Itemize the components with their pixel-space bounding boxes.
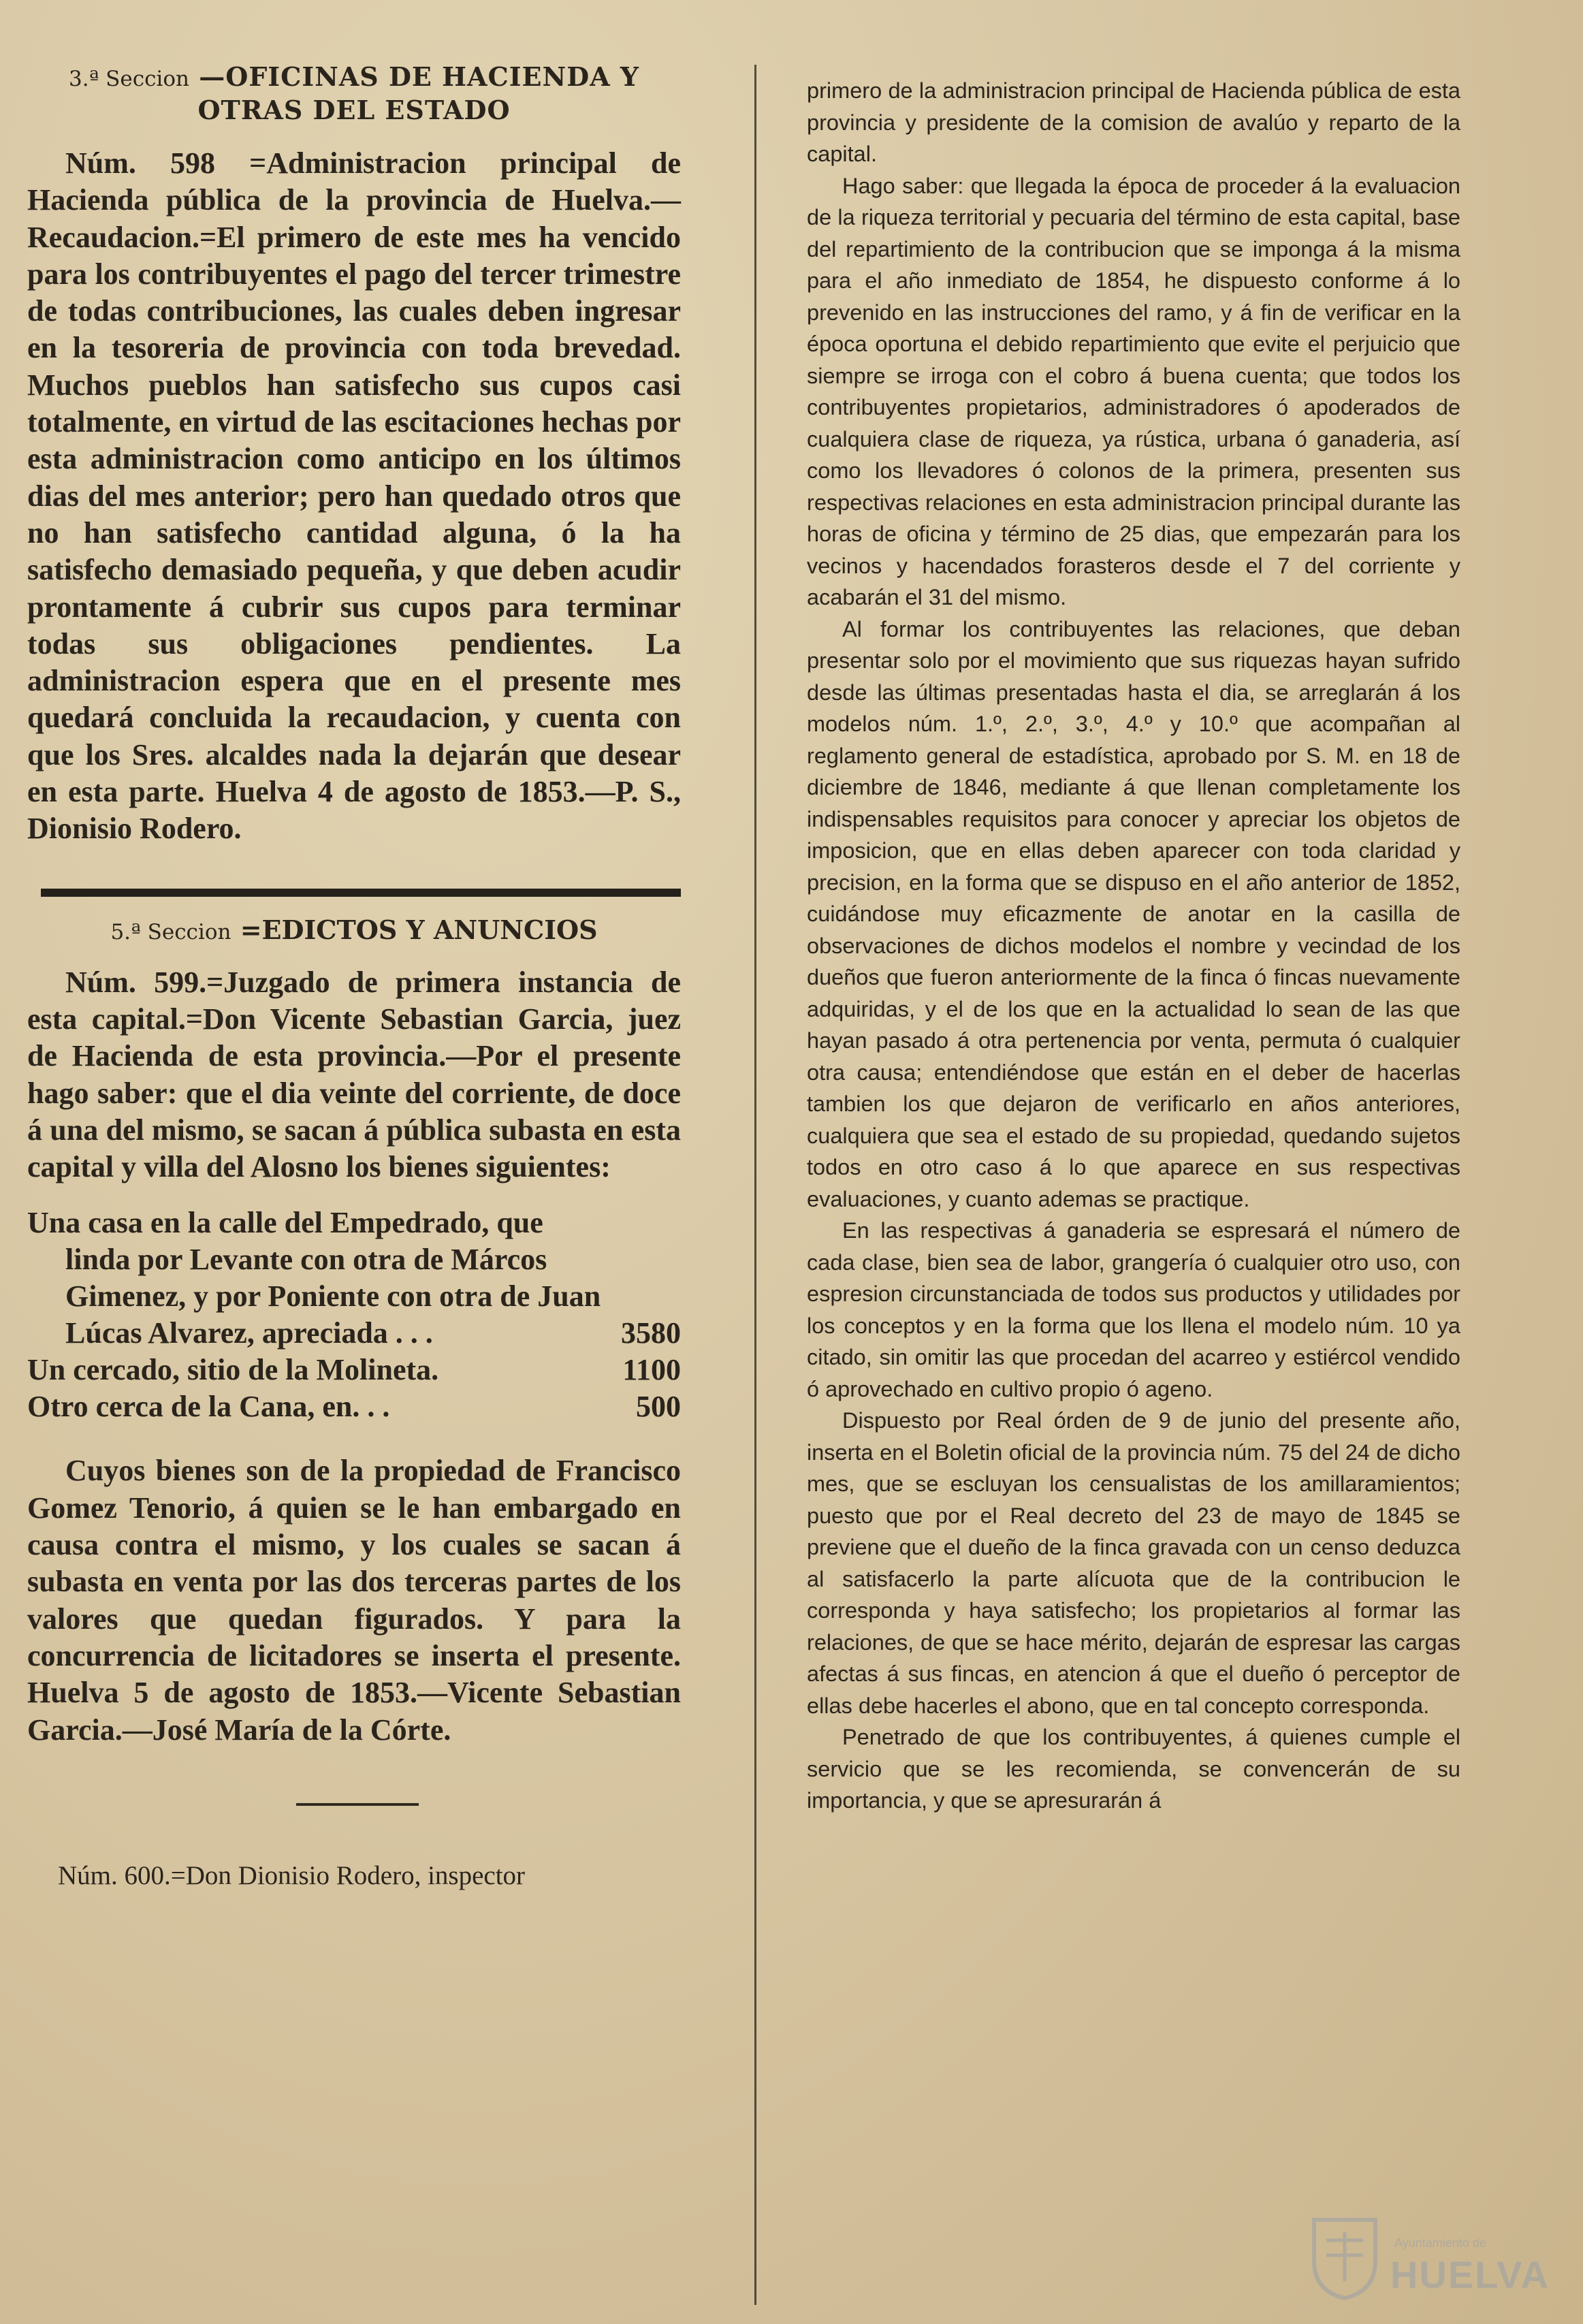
watermark-city-name: HUELVA [1390,2253,1550,2296]
short-divider-rule [296,1803,419,1806]
paragraph: Dispuesto por Real órden de 9 de junio del presente año, inserta en el Boletin oficial de la provincia núm. 75 del 24 de dicho mes, que se escluyan los censualistas de los amillaramientos; puesto que por el Real decreto del 23 de mayo de 1845 se previene que el dueño de la finca gravada con un censo deduzca al satisfacerlo la parte alícuota que de la contribucion le corresponda y haya satisfecho; los propietarios al formar las relaciones, de que se hace mérito, dejarán de espresar las cargas afectas á sus fincas, en atencion á que el dueño ó perceptor de ellas debe hacerles el abono, que en tal concepto corresponda. [807,1408,1460,1718]
right-column [807,75,1460,1817]
column-divider [754,65,756,2305]
archive-watermark [1307,2213,1552,2302]
coat-of-arms-icon [1307,2213,1382,2302]
auction-item: Otro cerca de la Cana, en. . . 500 [27,1388,681,1425]
notice-600-start: Núm. 600.=Don Dionisio Rodero, inspector [58,1860,526,1890]
watermark-small-text: Ayuntamiento de [1394,2236,1486,2250]
paragraph: Penetrado de que los contribuyentes, á quienes cumple el servicio que se les recomienda, se convencerán de su importancia, y que se apresurarán á [807,1725,1460,1813]
auction-item: Una casa en la calle del Empedrado, que linda por Levante con otra de Márcos Gimenez, y por Poniente con otra de Juan Lúcas Alvarez, apreciada . . . 3580 [27,1205,681,1352]
paragraph: En las respectivas á ganaderia se espresará el número de cada clase, bien sea de labor, grangería ó cualquier otro uso, con espresion circunstanciada de todos sus productos y utilidades por los conceptos y en la forma que los llena el modelo núm. 10 ya citado, sin omitir las que procedan del acarreo y estiércol vendido ó aprovechado en cultivo propio ó ageno. [807,1218,1460,1401]
auction-item-price: 3580 [621,1316,681,1350]
notice-599-closing: Cuyos bienes son de la propiedad de Francisco Gomez Tenorio, á quien se le han embargado en causa contra el mismo, y los cuales se sacan á subasta en venta por las dos terceras partes de los valores que quedan figurados. Y para la concurrencia de licitadores se inserta el presente. Huelva 5 de agosto de 1853.—Vicente Sebastian Garcia.—José María de la Córte. [27,1454,681,1747]
auction-item-price: 500 [636,1390,681,1424]
auction-item-price: 1100 [622,1353,681,1387]
auction-item-list [27,1205,681,1425]
notice-599: Núm. 599.=Juzgado de primera instancia de esta capital.=Don Vicente Sebastian Garcia, juez de Hacienda de esta provincia.—Por el presente hago saber: que el dia veinte del corriente, de doce á una del mismo, se sacan á pública subasta en esta capital y villa del Alosno los bienes siguientes: [27,965,681,1184]
section-5-heading [27,914,681,945]
section-3-heading [27,61,681,126]
section-5-title: =EDICTOS Y ANUNCIOS [240,914,598,945]
section-3-title: —OFICINAS DE HACIENDA Y OTRAS DEL ESTADO [197,61,640,125]
paragraph: Hago saber: que llegada la época de proceder á la evaluacion de la riqueza territorial y pecuaria del término de esta capital, base del repartimiento de la contribucion que se imponga á la misma para el año inmediato de 1854, he dispuesto conforme á lo prevenido en las instrucciones del ramo, y á fin de verificar en la época oportuna el debido repartimiento que evite el perjuicio que siempre se irroga con el cobro á buena cuenta; que todos los contribuyentes propietarios, administradores ó apoderados de cualquiera clase de riqueza, ya rústica, urbana ó ganaderia, así como los llevadores ó colonos de la primera, presenten sus respectivas relaciones en esta administracion principal durante las horas de oficina y término de 25 dias, que empezarán para los vecinos y hacendados forasteros desde el 7 del corriente y acabarán el 31 del mismo. [807,173,1460,609]
auction-item: Un cercado, sitio de la Molineta. 1100 [27,1352,681,1388]
left-column [27,61,681,1891]
section-divider-rule [41,889,681,897]
section-3-label: 3.ª Seccion [68,67,189,91]
notice-598: Núm. 598 =Administracion principal de Hacienda pública de la provincia de Huelva.—Recaudacion.=El primero de este mes ha vencido para los contribuyentes el pago del tercer trimestre de todas contribuciones, las cuales deben ingresar en la tesoreria de provincia con toda brevedad. Muchos pueblos han satisfecho sus cupos casi totalmente, en virtud de las escitaciones hechas por esta administracion como anticipo en los últimos dias del mes anterior; pero han quedado otros que no han satisfecho cantidad alguna, ó la ha satisfecho demasiado pequeña, y que deben acudir prontamente á cubrir sus cupos para terminar todas sus obligaciones pendientes. La administracion espera que en el presente mes quedará concluida la recaudacion, y cuenta con que los Sres. alcaldes nada la dejarán que desear en esta parte. Huelva 4 de agosto de 1853.—P. S., Dionisio Rodero. [27,146,681,846]
paragraph: Al formar los contribuyentes las relaciones, que deban presentar solo por el movimiento que sus riquezas hayan sufrido desde las últimas presentadas hasta el dia, se arreglarán á los modelos núm. 1.º, 2.º, 3.º, 4.º y 10.º que acompañan al reglamento general de estadística, aprobado por S. M. en 18 de diciembre de 1846, mediante á que llenan completamente los indispensables requisitos para conocer y apreciar los objetos de imposicion, que en ellas deben aparecer con toda claridad y precision, en la forma que se dispuso en el año anterior de 1852, cuidándose muy eficazmente de anotar en la casilla de observaciones de dichos modelos el nombre y vecindad de los dueños que fueron anteriormente de la finca ó fincas nuevamente adquiridas, y el de los que en la actualidad lo sean de las que hayan pasado á otra pertenencia por venta, permuta ó cualquier otra causa; entendiéndose que están en el deber de hacerlas tambien los que dejaron de verificarlo en años anteriores, cualquiera que sea el estado de su propiedad, quedando sujetos todos en otro caso á lo que aparece en sus respectivas evaluaciones, y cuanto ademas se practique. [807,616,1460,1211]
section-5-label: 5.ª Seccion [110,919,231,944]
paragraph: primero de la administracion principal de Hacienda pública de esta provincia y presidente de la comision de avalúo y reparto de la capital. [807,78,1460,166]
